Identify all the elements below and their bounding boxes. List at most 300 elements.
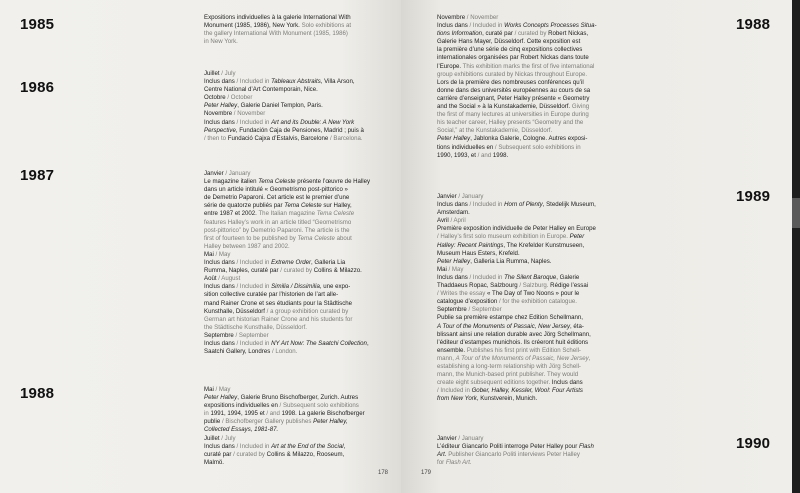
entry-line xyxy=(437,242,596,250)
entry-line xyxy=(437,54,597,62)
entry-line xyxy=(204,410,365,418)
text-run: Art xyxy=(437,451,445,459)
text-run: and the Social » à la Kunstakademie, Düsseldorf. xyxy=(437,103,572,111)
text-run: dans un article intitulé « Geometrismo post-pittorico » xyxy=(204,186,348,194)
text-run: Peter Halley xyxy=(204,102,238,110)
entry-line xyxy=(204,386,365,394)
text-run: features Halley’s work in an article titled “Geometrismo xyxy=(204,218,352,226)
entry-line xyxy=(437,87,597,95)
text-run: sition collective curatée par l’historien de l’art alle- xyxy=(204,291,339,299)
entries-1988 xyxy=(204,386,365,467)
entry-line xyxy=(437,233,596,241)
entry-line xyxy=(437,331,596,339)
entry-line xyxy=(437,38,597,46)
text-run: Tema Celeste xyxy=(258,178,296,186)
text-run: Inclus dans xyxy=(204,283,235,291)
text-run: Tema Celeste xyxy=(284,202,322,210)
text-run: from New York xyxy=(437,395,477,403)
text-run: tions Information xyxy=(437,30,483,38)
text-run: the Städtische Kunsthalle, Düsseldorf. xyxy=(204,323,307,331)
entry-line xyxy=(437,14,597,22)
text-run: Extreme Order xyxy=(271,259,312,267)
text-run: , Galleria Lia Rumma, Naples. xyxy=(470,257,552,265)
text-run: , une expo- xyxy=(319,283,351,291)
text-run: Fundació Cajxa d’Estalvis, Barcelone xyxy=(226,134,329,142)
entry-line xyxy=(204,426,365,434)
text-run: Flash Art. xyxy=(445,459,472,467)
entry-line xyxy=(204,348,370,356)
entry-line xyxy=(204,202,370,210)
text-run: Janvier xyxy=(437,193,457,200)
entry-line xyxy=(204,110,364,118)
entry-line xyxy=(204,418,365,426)
text-run: Peter Halley xyxy=(437,257,471,265)
entry-line xyxy=(204,102,364,110)
entry-line xyxy=(204,402,365,410)
entries-1989 xyxy=(437,193,596,403)
text-run: , The Krefelder Kunstmuseen, xyxy=(503,241,585,249)
text-run: / curated by xyxy=(231,450,265,458)
text-run: expositions individuelles en xyxy=(204,402,278,410)
page-number-left: 178 xyxy=(378,470,389,476)
text-run: , éta- xyxy=(570,322,584,330)
text-run: Malmö. xyxy=(204,458,224,466)
entry-line xyxy=(437,451,594,459)
entry-line xyxy=(204,119,364,127)
entry-line xyxy=(204,186,370,194)
text-run: about xyxy=(334,234,352,242)
text-run: / Halley’s first solo museum exhibition in Europe. xyxy=(437,233,570,241)
text-run: Inclus dans xyxy=(204,259,235,267)
text-run: Mai xyxy=(204,250,214,258)
entry-line xyxy=(204,210,370,218)
entry-line xyxy=(437,225,596,233)
entry-line xyxy=(437,250,596,258)
text-run: Thaddaeus Ropac, Salzbourg xyxy=(437,282,518,290)
text-run: / Writes the essay xyxy=(437,290,486,298)
text-run: / London. xyxy=(270,348,298,356)
text-run: L’éditeur Giancarlo Politi interroge Peter Halley pour xyxy=(437,443,579,451)
page-edge-tabs xyxy=(792,0,800,493)
text-run: / and xyxy=(475,151,492,159)
text-run: / September xyxy=(233,331,269,339)
entry-line xyxy=(204,394,365,402)
entry-line xyxy=(204,435,365,443)
entry-line xyxy=(437,395,596,403)
text-run: , xyxy=(366,339,369,347)
text-run: , Galerie Daniel Templon, Paris. xyxy=(237,102,323,110)
text-run: Janvier xyxy=(437,435,457,442)
text-run: in New York. xyxy=(204,38,238,46)
year-heading-1985: 1985 xyxy=(20,16,55,33)
entry-line xyxy=(437,46,597,54)
text-run: A Tour of the Monuments of Passaic, New Jersey xyxy=(455,354,589,362)
text-run: / January xyxy=(456,193,484,200)
entry-line xyxy=(204,30,351,38)
text-run: carrière d’enseignant, Peter Halley présente « Geometry xyxy=(437,94,590,102)
text-run: post-pittorico” by Demetrio Paparoni. The article is the xyxy=(204,226,350,234)
text-run: Halley between 1987 and 2002. xyxy=(204,242,290,250)
text-run: Publisher Giancarlo Politi interviews Peter Halley xyxy=(448,451,580,459)
text-run: mann, xyxy=(437,354,456,362)
text-run: Halley: Recent Paintings xyxy=(437,241,504,249)
text-run: / Included in xyxy=(467,22,505,30)
text-run: . xyxy=(444,451,449,459)
text-run: / November xyxy=(232,110,266,118)
text-run: the gallery International With Monument (1985, 1986) xyxy=(204,30,348,38)
text-run: Novembre xyxy=(437,14,466,21)
entry-line xyxy=(437,435,594,443)
text-run: , Galerie xyxy=(556,273,580,281)
entry-line xyxy=(437,363,596,371)
text-run: Collected Essays, 1981-87. xyxy=(204,426,279,434)
text-run: Horn of Plenty xyxy=(504,201,543,209)
entry-line xyxy=(204,267,370,275)
text-run: mand Rainer Crone et ses étudiants pour la Städtische xyxy=(204,299,353,307)
text-run: Juillet xyxy=(204,434,220,442)
text-run: Saatchi Gallery, Londres xyxy=(204,348,271,356)
text-run: Museum Haus Esters, Krefeld. xyxy=(437,249,520,257)
entry-line xyxy=(204,194,370,202)
text-run: Inclus dans xyxy=(551,379,583,387)
text-run: 1991, 1994, 1995 et xyxy=(208,410,265,418)
text-run: / August xyxy=(216,275,241,283)
year-heading-1986: 1986 xyxy=(20,79,55,96)
text-run: Inclus dans xyxy=(437,273,468,281)
entry-line xyxy=(204,94,364,102)
text-run: l’Europe. xyxy=(437,62,463,70)
text-run: / Included in xyxy=(234,283,272,291)
entry-line xyxy=(204,235,370,243)
text-run: Octobre xyxy=(204,94,226,102)
text-run: / Included in xyxy=(234,442,272,450)
entry-line xyxy=(204,340,370,348)
entry-line xyxy=(437,30,597,38)
entry-line xyxy=(437,152,597,160)
text-run: establishing a long-term relationship with Jörg Schell- xyxy=(437,362,581,370)
text-run: , Fundación Caja de Pensiones, Madrid ; puis à xyxy=(235,126,364,134)
text-run: Amsterdam. xyxy=(437,209,470,217)
entries-1987 xyxy=(204,170,370,356)
entry-line xyxy=(437,144,597,152)
entries-1990 xyxy=(437,435,594,467)
entry-line xyxy=(204,86,364,94)
text-run: , Villa Arson, xyxy=(320,78,355,86)
entry-line xyxy=(204,170,370,178)
year-heading-1988-right: 1988 xyxy=(736,16,771,33)
text-run: catalogue d’exposition xyxy=(437,298,498,306)
text-run: 1998. xyxy=(491,151,509,159)
text-run: , Galleria Lia xyxy=(311,259,346,267)
text-run: , Kunstverein, Munich. xyxy=(476,395,538,403)
entry-line xyxy=(204,451,365,459)
text-run: Giving xyxy=(571,103,590,111)
text-run: Solo exhibitions at xyxy=(301,22,352,30)
entry-line xyxy=(204,178,370,186)
text-run: 1998. La galerie Bischofberger xyxy=(279,410,365,418)
text-run: / then to xyxy=(204,134,227,142)
text-run: Robert Nickas, xyxy=(546,30,589,38)
text-run: Peter Halley xyxy=(204,394,238,402)
text-run: / October xyxy=(225,94,253,102)
text-run: ensemble. xyxy=(437,346,467,354)
entry-line xyxy=(437,266,596,274)
text-run: the first of many lectures at universities in Europe during xyxy=(437,111,589,119)
text-run: , Jablonka Galerie, Cologne. Autres exposi- xyxy=(470,135,588,143)
text-run: Publie sa première estampe chez Edition Schellmann, xyxy=(437,314,583,322)
text-run: / curated by xyxy=(278,267,313,275)
text-run: / May xyxy=(213,250,231,258)
text-run: , Galerie Bruno Bischofberger, Zurich. Autres xyxy=(237,394,359,402)
entry-line xyxy=(204,227,370,235)
text-run: présente l’œuvre de Halley xyxy=(295,178,371,186)
text-run: sur Halley, xyxy=(321,202,352,210)
text-run: NY Art Now: The Saatchi Collection xyxy=(271,339,367,347)
text-run: curaté par xyxy=(204,450,232,458)
text-run: Inclus dans xyxy=(204,442,235,450)
entries-1988-continued xyxy=(437,14,597,160)
entry-line xyxy=(204,324,370,332)
text-run: / Bischofberger Gallery publishes xyxy=(220,418,312,426)
entry-line xyxy=(437,63,597,71)
text-run: / Included in xyxy=(234,78,272,86)
text-run: / Included in xyxy=(437,387,472,395)
text-run: Expositions individuelles à la galerie International With xyxy=(204,14,351,21)
entry-line xyxy=(437,339,596,347)
text-run: Inclus dans xyxy=(204,78,235,86)
text-run: Tema Celeste xyxy=(297,234,335,242)
text-run: , curaté par xyxy=(482,30,513,38)
text-run: A Tour of the Monuments of Passaic, New Jersey xyxy=(437,322,570,330)
entry-line xyxy=(437,71,597,79)
text-run: entre 1987 et 2002. xyxy=(204,210,259,218)
text-run: / January xyxy=(456,435,484,442)
entry-line xyxy=(204,38,351,46)
entry-line xyxy=(204,459,365,467)
text-run: de Demetrio Paparoni. Cet article est le premier d’une xyxy=(204,194,350,202)
text-run: tions individuelles en xyxy=(437,143,494,151)
text-run: Social,” at the Kunstakademie, Düsseldorf. xyxy=(437,127,553,135)
entry-line xyxy=(437,443,594,451)
text-run: / May xyxy=(446,265,464,273)
text-run: Le magazine italien xyxy=(204,178,259,186)
text-run: Inclus dans xyxy=(204,339,235,347)
text-run: Rumma, Naples, curaté par xyxy=(204,267,279,275)
text-run: German art historian Rainer Crone and his students for xyxy=(204,315,353,323)
text-run: create eight subsequent editions together. xyxy=(437,379,552,387)
text-run: Publishes his first print with Edition Schell- xyxy=(466,346,581,354)
entry-line xyxy=(204,70,364,78)
text-run: Peter Halley, xyxy=(313,418,348,426)
entry-line xyxy=(437,103,597,111)
text-run: Collins & Milazzo. xyxy=(312,267,362,275)
text-run: , xyxy=(588,354,591,362)
text-run: The Italian magazine xyxy=(258,210,317,218)
text-run: Peter Halley xyxy=(437,135,471,143)
text-run: / Included in xyxy=(234,259,272,267)
text-run: / April xyxy=(448,217,466,225)
entry-line xyxy=(437,314,596,322)
text-run: Monument (1985, 1986), New York. xyxy=(204,22,302,30)
entry-line xyxy=(204,275,370,283)
text-run: / for the exhibition catalogue. xyxy=(497,298,577,306)
entry-line xyxy=(437,371,596,379)
text-run: / November xyxy=(465,14,499,21)
text-run: Novembre xyxy=(204,110,233,118)
text-run: Avril xyxy=(437,217,449,225)
year-heading-1988: 1988 xyxy=(20,385,55,402)
text-run: Collins & Milazzo, Rooseum, xyxy=(264,450,345,458)
entry-line xyxy=(204,127,364,135)
text-run: Centre National d’Art Contemporain, Nice. xyxy=(204,86,318,94)
entries-1986 xyxy=(204,70,364,143)
entry-line xyxy=(437,22,597,30)
text-run: / Subsequent solo exhibitions in xyxy=(493,143,581,151)
text-run: / July xyxy=(219,434,236,442)
text-run: mann, the Munich-based print publisher. They would xyxy=(437,371,579,379)
text-run: 1990, 1993, et xyxy=(437,151,476,159)
entry-line xyxy=(437,209,596,217)
text-run: This exhibition marks the first of five international xyxy=(462,62,595,70)
entry-line xyxy=(204,308,370,316)
text-run: Rédige l’essai xyxy=(548,282,589,290)
entry-line xyxy=(437,201,596,209)
text-run: Art at the End of the Social xyxy=(271,442,344,450)
entry-line xyxy=(204,443,365,451)
text-run: Mai xyxy=(204,386,214,393)
text-run: / Included in xyxy=(467,201,505,209)
text-run: his teacher career, Halley presents “Geometry and the xyxy=(437,119,584,127)
entry-line xyxy=(204,14,351,22)
text-run: first of fourteen to be published by xyxy=(204,234,298,242)
entry-line xyxy=(437,347,596,355)
text-run: Septembre xyxy=(204,331,234,339)
text-run: for xyxy=(437,459,446,467)
entry-line xyxy=(437,258,596,266)
entry-line xyxy=(204,291,370,299)
text-run: publie xyxy=(204,418,221,426)
entry-line xyxy=(437,282,596,290)
entry-line xyxy=(437,135,597,143)
text-run: Similia / Dissimilia xyxy=(271,283,320,291)
entry-line xyxy=(204,251,370,259)
text-run: / Subsequent solo exhibitions xyxy=(277,402,359,410)
entry-line xyxy=(437,79,597,87)
text-run: donne dans des universités européennes au cours de sa xyxy=(437,86,591,94)
entry-line xyxy=(204,316,370,324)
text-run: / September xyxy=(466,306,502,314)
text-run: Inclus dans xyxy=(204,118,235,126)
text-run: / a group exhibition curated by xyxy=(264,307,349,315)
text-run: l’éditeur d’estampes munichois. Ils créeront huit éditions xyxy=(437,338,589,346)
text-run: / Barcelona. xyxy=(328,134,363,142)
entry-line xyxy=(204,22,351,30)
entry-line xyxy=(204,243,370,251)
text-run: Mai xyxy=(437,265,447,273)
entry-line xyxy=(437,274,596,282)
entry-line xyxy=(437,193,596,201)
text-run: Peter xyxy=(569,233,585,241)
entry-line xyxy=(437,355,596,363)
text-run: Inclus dans xyxy=(437,22,468,30)
text-run: blissant ainsi une relation durable avec Jörg Schellmann, xyxy=(437,330,591,338)
text-run: Tema Celeste xyxy=(316,210,355,218)
text-run: Tableaux Abstraits xyxy=(271,78,321,86)
text-run: Galerie Hans Mayer, Düsseldorf. Cette exposition est xyxy=(437,38,581,46)
year-heading-1990: 1990 xyxy=(736,435,771,452)
text-run: / Salzburg. xyxy=(517,282,549,290)
text-run: Janvier xyxy=(204,170,224,177)
text-run: / January xyxy=(223,170,251,177)
entry-line xyxy=(437,217,596,225)
entry-line xyxy=(437,95,597,103)
page-number-right: 179 xyxy=(421,470,432,476)
text-run: Lors de la première des nombreuses conférences qu’il xyxy=(437,78,584,86)
text-run: / curated by xyxy=(512,30,547,38)
entry-line xyxy=(437,379,596,387)
entry-line xyxy=(204,259,370,267)
text-run: , Stedelijk Museum, xyxy=(542,201,596,209)
text-run: internationales organisées par Robert Nickas dans toute xyxy=(437,54,589,62)
text-run: Kunsthalle, Düsseldorf xyxy=(204,307,265,315)
entry-line xyxy=(204,283,370,291)
entry-line xyxy=(437,306,596,314)
text-run: Gober, Halley, Kessler, Wool: Four Artists xyxy=(471,387,583,395)
text-run: Août xyxy=(204,275,217,283)
entry-line xyxy=(437,119,597,127)
entry-line xyxy=(204,135,364,143)
text-run: / May xyxy=(213,386,231,393)
year-heading-1989: 1989 xyxy=(736,188,771,205)
entry-line xyxy=(204,219,370,227)
right-page xyxy=(401,0,800,493)
text-run: « The Day of Two Noons » pour le xyxy=(485,290,580,298)
entry-line xyxy=(437,387,596,395)
entry-line xyxy=(204,300,370,308)
text-run: série de quatorze publiés par xyxy=(204,202,285,210)
text-run: / Included in xyxy=(234,118,272,126)
text-run: , xyxy=(343,442,346,450)
text-run: Works Concepts Processes Situa- xyxy=(504,22,597,30)
entry-line xyxy=(437,298,596,306)
entry-line xyxy=(204,332,370,340)
text-run: Perspective xyxy=(204,126,236,134)
text-run: / Included in xyxy=(234,339,272,347)
entry-line xyxy=(437,323,596,331)
text-run: la première d’une série de cinq expositions collectives xyxy=(437,46,583,54)
edge-tab-marker xyxy=(792,198,800,228)
text-run: Inclus dans xyxy=(437,201,468,209)
text-run: Première exposition individuelle de Peter Halley en Europe xyxy=(437,225,596,233)
entry-line xyxy=(204,78,364,86)
entry-line xyxy=(437,111,597,119)
text-run: The Silent Baroque xyxy=(504,273,557,281)
entry-line xyxy=(437,290,596,298)
text-run: Septembre xyxy=(437,306,467,314)
year-heading-1987: 1987 xyxy=(20,167,55,184)
text-run: Art and its Double: A New York xyxy=(271,118,355,126)
text-run: / Included in xyxy=(467,273,505,281)
text-run: / July xyxy=(219,70,236,77)
text-run: / and xyxy=(264,410,280,418)
text-run: in xyxy=(204,410,209,418)
text-run: Juillet xyxy=(204,70,220,77)
entry-line xyxy=(437,127,597,135)
text-run: group exhibitions curated by Nickas throughout Europe. xyxy=(437,70,588,78)
text-run: Flash xyxy=(578,443,594,451)
entries-1985 xyxy=(204,14,351,46)
entry-line xyxy=(437,459,594,467)
